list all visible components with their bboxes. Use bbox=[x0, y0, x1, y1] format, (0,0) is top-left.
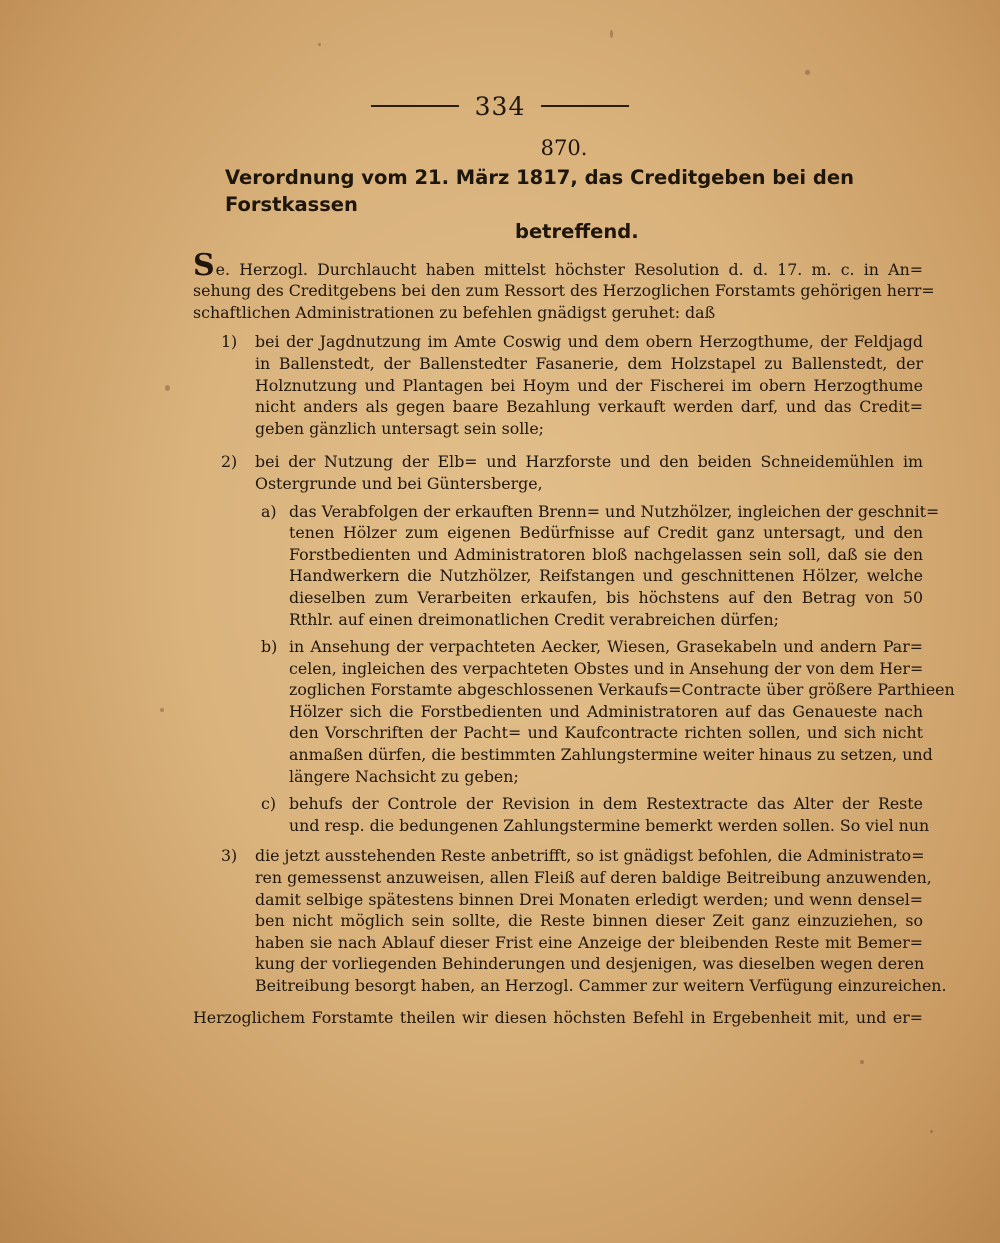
sub-item-label: c) bbox=[261, 794, 277, 814]
sub-item-b bbox=[193, 636, 955, 787]
item-line: geben gänzlich untersagt sein solle; bbox=[255, 418, 544, 438]
paper-stain bbox=[165, 385, 170, 391]
intro-line: e. Herzogl. Durchlaucht haben mittelst höchster Resolution d. d. 17. m. c. in An= bbox=[215, 259, 923, 279]
sub-item-label: a) bbox=[261, 501, 277, 521]
item-line: nicht anders als gegen baare Bezahlung verkauft werden darf, und das Credit= bbox=[255, 397, 923, 417]
sub-item-line: dieselben zum Verarbeiten erkaufen, bis höchstens auf den Betrag von 50 bbox=[289, 587, 923, 607]
sub-item-line: anmaßen dürfen, die bestimmten Zahlungstermine weiter hinaus zu setzen, und bbox=[289, 745, 933, 765]
item-line: Holznutzung und Plantagen bei Hoym und der Fischerei im obern Herzogthume bbox=[255, 375, 923, 395]
item-line: ben nicht möglich sein sollte, die Reste binnen dieser Zeit ganz einzuziehen, so bbox=[255, 911, 923, 931]
item-label: 3) bbox=[221, 846, 238, 866]
sub-item-a bbox=[193, 501, 940, 631]
sub-item-c bbox=[193, 793, 930, 836]
sub-item-line: Rthlr. auf einen dreimonatlichen Credit verabreichen dürfen; bbox=[289, 609, 779, 629]
title-line-1: Verordnung vom 21. März 1817, das Creditgeben bei den Forstkassen bbox=[225, 165, 854, 216]
paper-stain bbox=[930, 1130, 933, 1133]
document-number: 870. bbox=[540, 136, 588, 160]
closing-paragraph bbox=[193, 1007, 923, 1029]
sub-item-line: behufs der Controle der Revision in dem Restextracte das Alter der Reste bbox=[289, 794, 923, 814]
item-line: in Ballenstedt, der Ballenstedter Fasanerie, dem Holzstapel zu Ballenstedt, der bbox=[255, 353, 923, 373]
title-line-2: betreffend. bbox=[515, 219, 639, 243]
sub-item-line: zoglichen Forstamte abgeschlossenen Verkaufs=Contracte über größere Parthieen bbox=[289, 680, 955, 700]
item-label: 1) bbox=[221, 332, 238, 352]
item-label: 2) bbox=[221, 452, 238, 472]
item-line: ren gemessenst anzuweisen, allen Fleiß auf deren baldige Beitreibung anzuwenden, bbox=[255, 868, 932, 888]
sub-item-line: längere Nachsicht zu geben; bbox=[289, 766, 519, 786]
paper-stain bbox=[160, 708, 164, 712]
header-rule-right bbox=[541, 105, 629, 107]
sub-item-line: Forstbedienten und Administratoren bloß nachgelassen sein soll, daß sie den bbox=[289, 544, 923, 564]
item-line: Beitreibung besorgt haben, an Herzogl. Cammer zur weitern Verfügung einzureichen. bbox=[255, 976, 947, 995]
intro-line: schaftlichen Administrationen zu befehlen gnädigst geruhet: daß bbox=[193, 302, 716, 322]
header-rule-left bbox=[371, 105, 459, 107]
page-header bbox=[0, 86, 1000, 126]
document-body bbox=[193, 136, 955, 1028]
paper-stain bbox=[860, 1060, 864, 1064]
item-line: kung der vorliegenden Behinderungen und desjenigen, was dieselben wegen deren bbox=[255, 954, 925, 974]
document-title bbox=[225, 164, 923, 245]
sub-item-label: b) bbox=[261, 637, 278, 657]
item-line: Ostergrunde und bei Güntersberge, bbox=[255, 473, 543, 493]
paper-stain bbox=[610, 30, 613, 38]
paper-stain bbox=[318, 43, 321, 46]
item-line: die jetzt ausstehenden Reste anbetrifft, so ist gnädigst befohlen, die Administrato= bbox=[255, 846, 925, 866]
sub-item-line: und resp. die bedungenen Zahlungstermine bemerkt werden sollen. So viel nun bbox=[289, 815, 930, 835]
sub-item-line: den Vorschriften der Pacht= und Kaufcontracte richten sollen, und sich nicht bbox=[289, 723, 923, 743]
sub-item-line: Handwerkern die Nutzhölzer, Reifstangen und geschnittenen Hölzer, welche bbox=[289, 566, 923, 586]
item-line: damit selbige spätestens binnen Drei Monaten erledigt werden; und wenn densel= bbox=[255, 889, 923, 909]
intro-paragraph bbox=[193, 247, 935, 324]
item-line: bei der Nutzung der Elb= und Harzforste und den beiden Schneidemühlen im bbox=[255, 452, 923, 472]
sub-item-line: in Ansehung der verpachteten Aecker, Wiesen, Grasekabeln und andern Par= bbox=[289, 637, 923, 657]
closing-line: Herzoglichem Forstamte theilen wir diesen höchsten Befehl in Ergebenheit mit, und er= bbox=[193, 1007, 923, 1027]
item-line: haben sie nach Ablauf dieser Frist eine Anzeige der bleibenden Reste mit Bemer= bbox=[255, 932, 923, 952]
sub-item-line: celen, ingleichen des verpachteten Obstes und in Ansehung der von dem Her= bbox=[289, 658, 924, 678]
list-item-3 bbox=[193, 845, 947, 996]
drop-cap: S bbox=[193, 247, 215, 283]
sub-item-line: das Verabfolgen der erkauften Brenn= und Nutzhölzer, ingleichen der geschnit= bbox=[289, 501, 940, 521]
sub-item-line: Hölzer sich die Forstbedienten und Administratoren auf das Genaueste nach bbox=[289, 701, 923, 721]
list-item-1 bbox=[193, 331, 923, 439]
list-item-2 bbox=[193, 451, 923, 494]
sub-item-line: tenen Hölzer zum eigenen Bedürfnisse auf Credit ganz untersagt, und den bbox=[289, 523, 923, 543]
paper-stain bbox=[805, 70, 810, 75]
page-number: 334 bbox=[474, 91, 526, 121]
item-line: bei der Jagdnutzung im Amte Coswig und dem obern Herzogthume, der Feldjagd bbox=[255, 332, 923, 352]
intro-line: sehung des Creditgebens bei den zum Ressort des Herzoglichen Forstamts gehörigen herr= bbox=[193, 281, 935, 301]
